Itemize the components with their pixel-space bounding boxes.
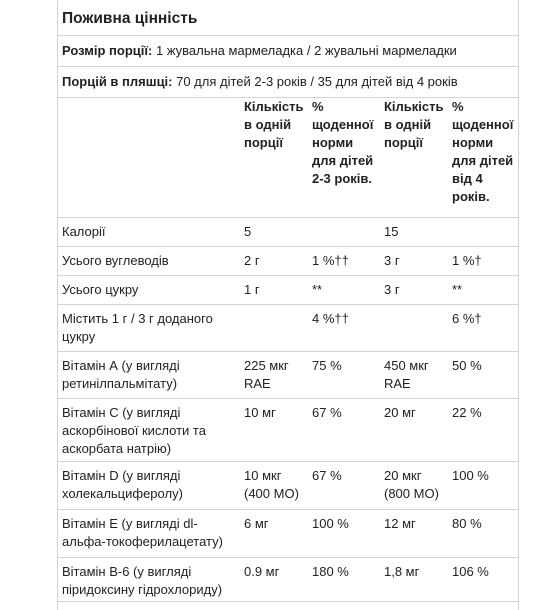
dv-4: 22 % [448, 398, 518, 461]
dv-4: 1 %† [448, 246, 518, 275]
nutrient-name: Усього вуглеводів [58, 246, 240, 275]
amount-2-3 [240, 304, 308, 351]
serving-size-row [58, 36, 518, 67]
nutrition-facts-panel [57, 0, 519, 610]
amount-4: 12 мг [380, 509, 448, 557]
amount-4: 20 мкг (800 МО) [380, 461, 448, 509]
nutrient-name: Вітамін А (у вигляді ретинілпальмітату) [58, 351, 240, 398]
nutrient-name: Містить 1 г / 3 г доданого цукру [58, 304, 240, 351]
nutrition-table [58, 98, 518, 602]
dv-2-3 [308, 217, 380, 246]
column-header-nutrient [58, 98, 240, 217]
dv-4: 106 % [448, 557, 518, 601]
dv-4: 50 % [448, 351, 518, 398]
nutrient-name: Вітамін E (у вигляді dl-альфа-токоферилацетату) [58, 509, 240, 557]
servings-per-bottle-row [58, 67, 518, 98]
amount-4: 3 г [380, 246, 448, 275]
amount-4: 15 [380, 217, 448, 246]
table-row [58, 217, 518, 246]
table-row [58, 557, 518, 601]
dv-2-3: 180 % [308, 557, 380, 601]
column-header-amount-2-3: Кількість в одній порції [240, 98, 308, 217]
amount-2-3: 0.9 мг [240, 557, 308, 601]
amount-2-3: 6 мг [240, 509, 308, 557]
nutrient-name: Калорії [58, 217, 240, 246]
dv-2-3: 100 % [308, 509, 380, 557]
column-header-dv-2-3: % щоденної норми для дітей 2-3 років. [308, 98, 380, 217]
table-header-row [58, 98, 518, 217]
dv-4 [448, 217, 518, 246]
table-row [58, 509, 518, 557]
amount-2-3: 225 мкг RAE [240, 351, 308, 398]
nutrition-title: Поживна цінність [58, 0, 518, 36]
dv-2-3: 1 %†† [308, 246, 380, 275]
table-row [58, 304, 518, 351]
amount-4: 450 мкг RAE [380, 351, 448, 398]
nutrient-name: Вітамін В-6 (у вигляді піридоксину гідрохлориду) [58, 557, 240, 601]
table-row [58, 351, 518, 398]
amount-2-3: 10 мкг (400 МО) [240, 461, 308, 509]
dv-4: 6 %† [448, 304, 518, 351]
serving-size-value: 1 жувальна мармеладка / 2 жувальні мармеладки [152, 43, 457, 58]
serving-size-label: Розмір порції: [62, 43, 153, 58]
amount-2-3: 2 г [240, 246, 308, 275]
column-header-amount-4: Кількість в одній порції [380, 98, 448, 217]
amount-2-3: 1 г [240, 275, 308, 304]
nutrient-name: Усього цукру [58, 275, 240, 304]
column-header-dv-4: % щоденної норми для дітей від 4 років. [448, 98, 518, 217]
dv-4: 100 % [448, 461, 518, 509]
amount-4: 3 г [380, 275, 448, 304]
amount-2-3: 5 [240, 217, 308, 246]
dv-4: 80 % [448, 509, 518, 557]
amount-2-3: 10 мг [240, 398, 308, 461]
table-row [58, 246, 518, 275]
table-row [58, 275, 518, 304]
amount-4: 1,8 мг [380, 557, 448, 601]
nutrient-name: Вітамін D (у вигляді холекальциферолу) [58, 461, 240, 509]
table-row [58, 461, 518, 509]
amount-4 [380, 304, 448, 351]
dv-2-3: 4 %†† [308, 304, 380, 351]
dv-2-3: 67 % [308, 461, 380, 509]
amount-4: 20 мг [380, 398, 448, 461]
dv-2-3: 67 % [308, 398, 380, 461]
dv-2-3: ** [308, 275, 380, 304]
servings-per-bottle-value: 70 для дітей 2-3 років / 35 для дітей від 4 років [172, 74, 458, 89]
servings-per-bottle-label: Порцій в пляшці: [62, 74, 173, 89]
table-row [58, 398, 518, 461]
nutrient-name: Вітамін С (у вигляді аскорбінової кислоти та аскорбата натрію) [58, 398, 240, 461]
dv-2-3: 75 % [308, 351, 380, 398]
dv-4: ** [448, 275, 518, 304]
